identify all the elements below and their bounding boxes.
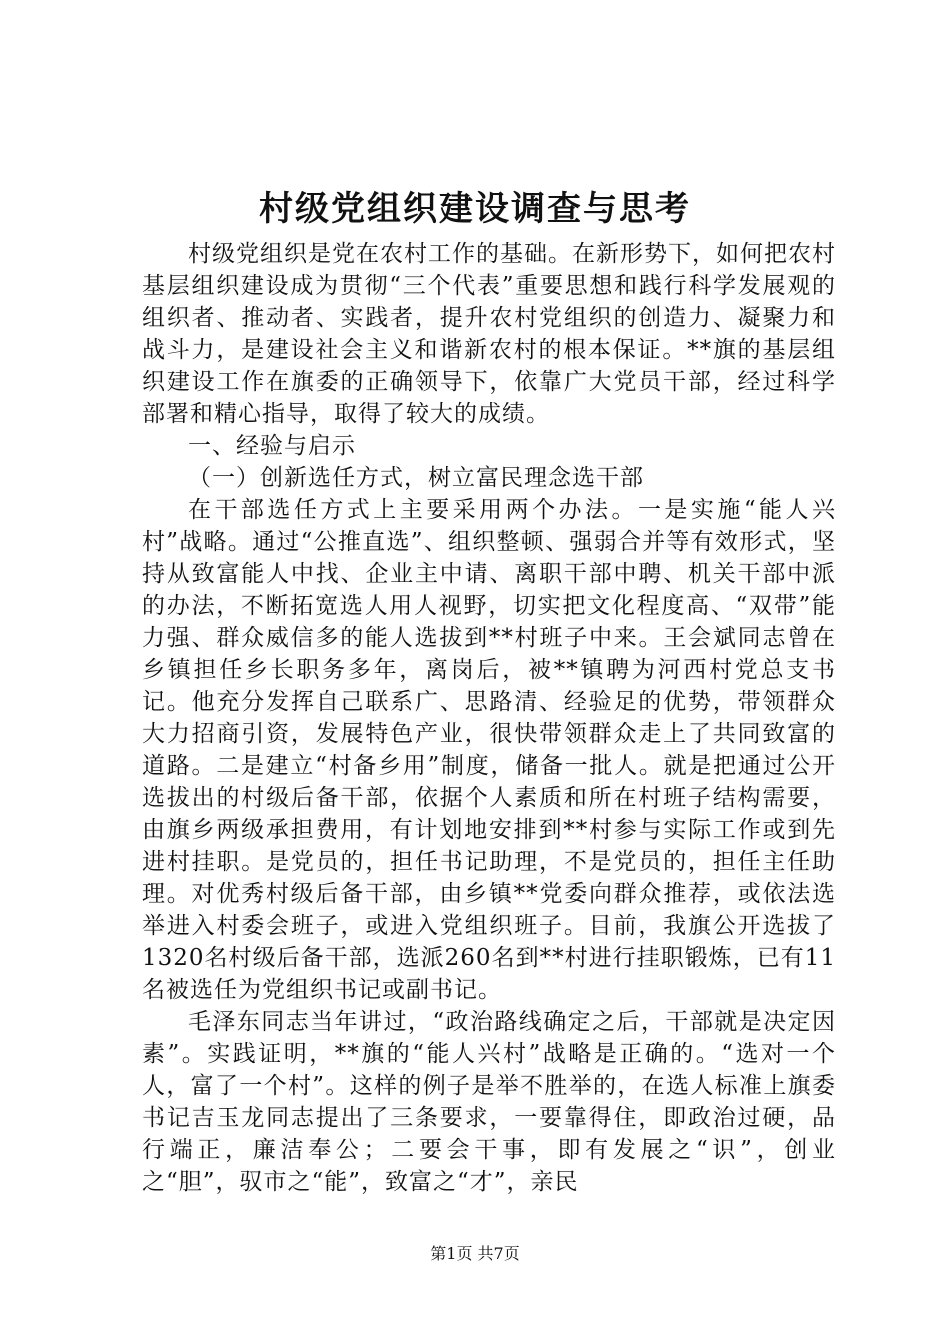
document-body <box>142 238 836 1198</box>
subsection-heading: （一）创新选任方式，树立富民理念选干部 <box>188 465 644 491</box>
intro-paragraph: 村级党组织是党在农村工作的基础。在新形势下，如何把农村基层组织建设成为贯彻“三个代表”重要思想和践行科学发展观的组织者、推动者、实践者，提升农村党组织的创造力、凝聚力和战斗力，是建设社会主义和谐新农村的根本保证。**旗的基层组织建设工作在旗委的正确领导下，依靠广大党员干部，经过科学部署和精心指导，取得了较大的成绩。 <box>142 241 836 427</box>
body-paragraph: 毛泽东同志当年讲过，“政治路线确定之后，干部就是决定因素”。实践证明，**旗的“能人兴村”战略是正确的。“选对一个人，富了一个村”。这样的例子是举不胜举的，在选人标准上旗委书记吉玉龙同志提出了三条要求，一要靠得住，即政治过硬，品行端正，廉洁奉公；二要会干事，即有发展之“识”，创业之“胆”，驭市之“能”，致富之“才”，亲民 <box>142 1009 836 1195</box>
body-paragraph: 在干部选任方式上主要采用两个办法。一是实施“能人兴村”战略。通过“公推直选”、组织整顿、强弱合并等有效形式，坚持从致富能人中找、企业主中请、离职干部中聘、机关干部中派的办法，不断拓宽选人用人视野，切实把文化程度高、“双带”能力强、群众威信多的能人选拔到**村班子中来。王会斌同志曾在乡镇担任乡长职务多年，离岗后，被**镇聘为河西村党总支书记。他充分发挥自己联系广、思路清、经验足的优势，带领群众大力招商引资，发展特色产业，很快带领群众走上了共同致富的道路。二是建立“村备乡用”制度，储备一批人。就是把通过公开选拔出的村级后备干部，依据个人素质和所在村班子结构需要，由旗乡两级承担费用，有计划地安排到**村参与实际工作或到先进村挂职。是党员的，担任书记助理，不是党员的，担任主任助理。对优秀村级后备干部，由乡镇**党委向群众推荐，或依法选举进入村委会班子，或进入党组织班子。目前，我旗公开选拔了1320名村级后备干部，选派260名到**村进行挂职锻炼，已有11名被选任为党组织书记或副书记。 <box>142 497 836 1003</box>
page-footer: 第1页 共7页 <box>430 1244 520 1263</box>
section-heading: 一、经验与启示 <box>188 433 356 459</box>
document-title: 村级党组织建设调查与思考 <box>259 189 691 229</box>
